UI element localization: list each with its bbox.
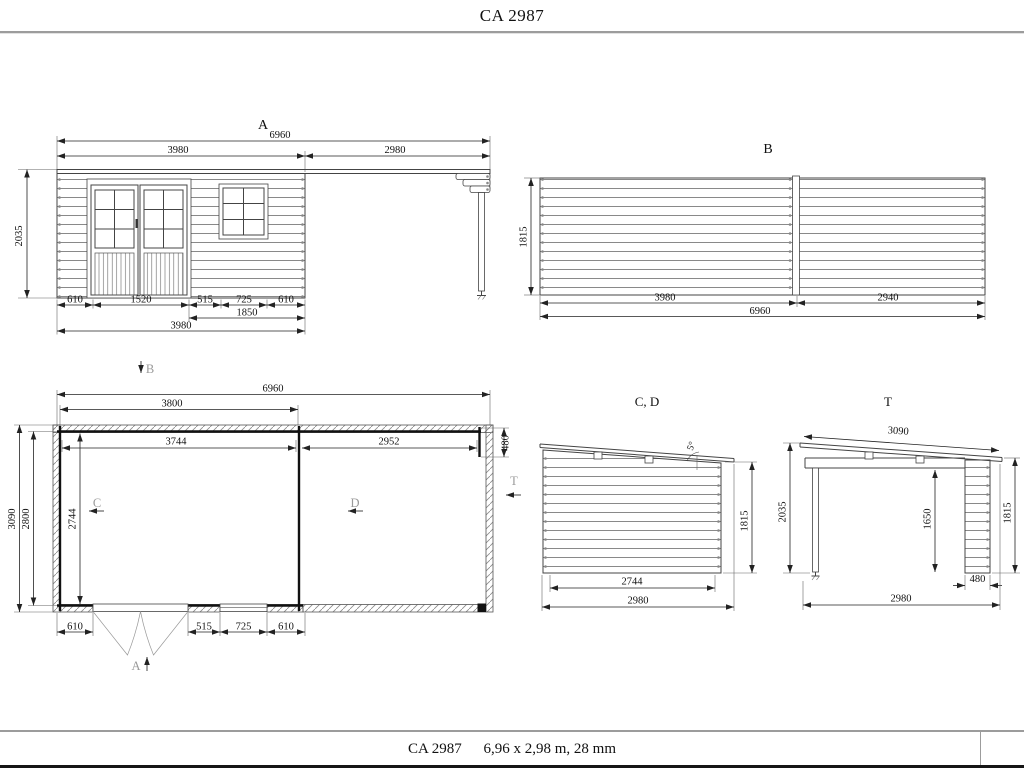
dim-rear-height: 1815 (518, 226, 530, 248)
dim-front-wall: 3980 (167, 145, 189, 156)
dim-front-b1: 610 (67, 294, 83, 306)
dim-plan-f1: 610 (67, 621, 83, 633)
dim-plan-f2: 515 (196, 621, 212, 633)
sheet-header (0, 0, 1024, 33)
purlin-notch (594, 452, 602, 459)
rear-corner-post (793, 176, 800, 295)
footer-empty-cell (980, 732, 1024, 766)
dim-front-height: 2035 (14, 225, 25, 247)
double-door (87, 179, 191, 298)
roof-fascia (57, 170, 490, 174)
section-marker-t: T (510, 474, 518, 488)
dim-front-b4: 725 (236, 294, 252, 306)
view-front-elevation (14, 118, 490, 335)
section-marker-c: C (92, 496, 102, 510)
dim-front-b7: 3980 (170, 320, 192, 332)
view-label-a: A (257, 118, 269, 133)
side-log-wall (543, 450, 721, 573)
front-window (219, 184, 268, 239)
dim-plan-stub: 480 (500, 435, 512, 451)
plan-door (93, 604, 188, 655)
dim-cd-inner: 2744 (621, 576, 643, 588)
dim-plan-room2-width: 2952 (378, 436, 400, 448)
dim-front-b5: 610 (278, 294, 294, 306)
dim-t-total: 2980 (890, 593, 912, 605)
technical-drawing (0, 33, 1024, 730)
view-label-b: B (763, 142, 773, 157)
terrace-post (813, 468, 819, 572)
dim-plan-depth-inner: 2800 (21, 508, 32, 530)
dim-cd-height: 1815 (739, 510, 751, 532)
dim-front-b2: 1520 (130, 294, 152, 306)
canopy (456, 174, 490, 300)
plan-terrace-front-edge (303, 605, 486, 613)
footer-product-code: CA 2987 (407, 740, 462, 757)
canopy-post (479, 193, 485, 292)
view-side-cd (540, 394, 757, 611)
rear-log-wall (540, 178, 985, 295)
dim-plan-f3: 725 (235, 621, 252, 633)
dim-front-total: 6960 (269, 130, 291, 141)
dim-front-b6: 1850 (236, 307, 258, 319)
dim-plan-f4: 610 (278, 621, 294, 633)
sheet-footer (0, 730, 1024, 768)
footer-product-spec: 6,96 x 2,98 m, 28 mm (483, 740, 617, 757)
front-bottom-dims (57, 295, 305, 335)
dim-t-clear: 1650 (922, 508, 934, 530)
dim-rear-left: 3980 (654, 292, 676, 304)
section-marker-d: D (350, 496, 360, 510)
dim-plan-room1-width: 3744 (165, 436, 187, 448)
dim-t-height-front: 2035 (777, 501, 789, 523)
dim-t-stub: 480 (969, 574, 986, 585)
section-marker-a: A (131, 659, 141, 673)
terrace-back-wall (965, 460, 990, 573)
floor-plan (7, 361, 521, 673)
dim-front-canopy: 2980 (384, 145, 406, 156)
section-marker-b: B (145, 362, 155, 376)
dim-cd-total: 2980 (627, 595, 649, 607)
dim-plan-room: 3800 (161, 398, 183, 410)
dim-rear-total: 6960 (749, 306, 771, 317)
view-label-cd: C, D (634, 394, 660, 409)
plan-window (220, 604, 267, 612)
roof-angle-label: 5° (685, 440, 699, 453)
view-rear-elevation (519, 142, 986, 320)
dim-t-height-back: 1815 (1002, 502, 1014, 524)
purlin-notch (865, 452, 873, 459)
dim-plan-total: 6960 (262, 383, 284, 395)
plan-right-wall (486, 425, 493, 612)
dim-t-roof: 3090 (887, 425, 910, 438)
dim-front-b3: 515 (197, 294, 213, 306)
view-side-terrace (778, 394, 1021, 610)
dim-plan-depth-outer: 3090 (7, 508, 18, 530)
sheet-title: CA 2987 (479, 5, 545, 25)
view-label-t: T (884, 394, 892, 409)
purlin-notch (645, 456, 653, 463)
dim-rear-right: 2940 (877, 292, 899, 304)
plan-terrace-post (478, 604, 487, 613)
dim-plan-room-depth: 2744 (67, 508, 79, 530)
purlin-notch (916, 456, 924, 463)
footer-text (408, 741, 616, 758)
